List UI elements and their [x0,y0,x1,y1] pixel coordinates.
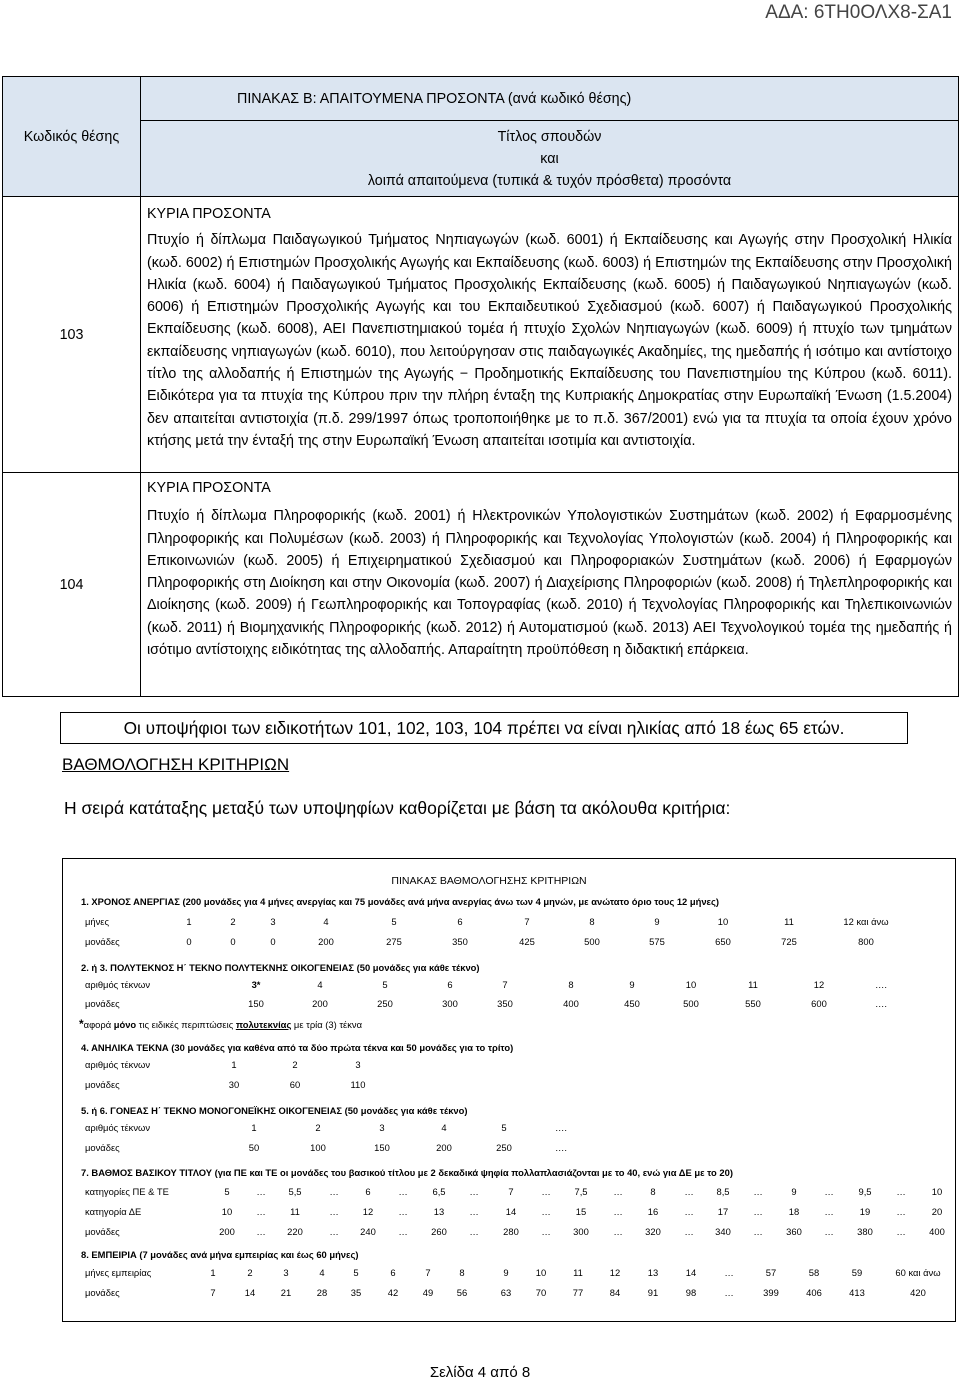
row-heading: ΚΥΡΙΑ ΠΡΟΣΟΝΤΑ [147,480,271,496]
table-cell: … [256,1186,266,1197]
table-cell: 7 [524,916,530,927]
row-text: Πτυχίο ή δίπλωμα Παιδαγωγικού Τμήματος Νηπιαγωγών (κωδ. 6001) ή Εκπαίδευσης και Αγωγής στην Προσχολική Ηλικία (κωδ. 6002) ή Επιστημών Προσχολικής Αγωγής και Εκπαίδευσης (κωδ. 6003) ή Επιστημών της Εκπαίδευσης στην Προσχολική Ηλικία (κωδ. 6004) ή Παιδαγωγικού Τμήματος Προσχολικής Εκπαίδευσης (κωδ. 6005) ή Παιδαγωγικού Νηπιαγωγών (κωδ. 6006) ή Επιστημών Προσχολικής Αγωγής και του Εκπαιδευτικού Σχεδιασμού (κωδ. 6007) ή Παιδαγωγικού Προσχολικής Εκπαίδευσης (κωδ. 6008), ΑΕΙ Πανεπιστημιακού τομέα ή πτυχίο Σχολών Νηπιαγωγών (κωδ. 6009) ή πτυχίο των τμημάτων εκπαίδευσης νηπιαγωγών (κωδ. 6010), που λειτούργησαν στις παιδαγωγικές Ακαδημίες, της ημεδαπής ή ισότιμο και αντίστοιχο τίτλο της αλλοδαπής ή Επιστημών της Αγωγής − Προδημοτικής Εκπαίδευσης του Πανεπιστημίου της Κύπρου (κωδ. 6011). Ειδικότερα για τα πτυχία της Κύπρου πριν την πλήρη ένταξη της Κυπριακής Δημοκρατίας στην Ευρωπαϊκή Ένωση (1.5.2004) δεν απαιτείται αντιστοιχία (π.δ. 299/1997 όπως τροποποιήθηκε με το π.δ. 367/2001) ενώ για τα πτυχία τα οποία έχουν χρόνο κτήσης μετά την ένταξή της στην Ευρωπαϊκή Ένωση απαιτείται ισοτιμία και αντιστοιχία. [147,232,952,449]
table-cell: … [329,1186,339,1197]
table-cell: … [329,1226,339,1237]
row-label: μονάδες [85,1287,120,1298]
table-cell: …. [875,998,887,1009]
row-body-104 [141,473,959,697]
table-cell: 5 [382,979,388,990]
table-cell: 11 [290,1206,300,1217]
table-cell: 8 [589,916,595,927]
table-cell: 8 [568,979,574,990]
table-cell: 600 [811,998,827,1009]
table-cell: 280 [503,1226,519,1237]
table-cell: 2 [230,916,236,927]
table-cell: 5 [501,1122,507,1133]
table-cell: 200 [219,1226,235,1237]
table-cell: 9 [629,979,635,990]
table-cell: 4 [317,979,323,990]
row-code-104: 104 [3,473,141,697]
table-cell: 500 [584,936,600,947]
col-code-header: Κωδικός θέσης [3,77,141,197]
table-cell: 800 [858,936,874,947]
table-cell: 13 [433,1206,445,1217]
table-cell: 425 [519,936,535,947]
section-heading: 5. ή 6. ΓΟΝΕΑΣ Η΄ ΤΕΚΝΟ ΜΟΝΟΓΟΝΕΪΚΗΣ ΟΙΚΟΓΕΝΕΙΑΣ (50 μονάδες για κάθε τέκνο) [81,1105,468,1116]
table-cell: 14 [685,1267,697,1278]
table-cell: 9 [654,916,660,927]
note-fragment: μόνο [113,1019,137,1030]
table-cell: 7 [210,1287,216,1298]
table-cell: … [684,1206,694,1217]
table-cell: 63 [500,1287,512,1298]
table-cell: 420 [910,1287,926,1298]
scoring-table-box [62,858,956,1322]
table-cell: … [896,1186,906,1197]
table-cell: … [753,1226,763,1237]
scoring-heading: ΒΑΘΜΟΛΟΓΗΣΗ ΚΡΙΤΗΡΙΩΝ [62,755,290,774]
table-cell: … [541,1206,551,1217]
table-cell: 3 [283,1267,289,1278]
note-fragment: τις ειδικές περιπτώσεις [136,1019,236,1030]
table-cell: 3* [251,979,261,990]
col-title-header: Τίτλος σπουδών και λοιπά απαιτούμενα (τυπικά & τυχόν πρόσθετα) προσόντα [141,121,959,197]
row-label: μονάδες [85,1079,120,1090]
table-cell: 340 [715,1226,731,1237]
table-cell: 3 [379,1122,385,1133]
table-cell: … [724,1287,734,1298]
note-fragment: πολυτεκνίας [235,1019,292,1030]
table-cell: 575 [649,936,665,947]
table-cell: 4 [441,1122,447,1133]
table-cell: 400 [929,1226,945,1237]
table-cell: 6 [447,979,453,990]
table-cell: … [613,1186,623,1197]
table-cell: …. [555,1142,567,1153]
row-label: αριθμός τέκνων [85,1122,151,1133]
table-cell: 14 [505,1206,517,1217]
table-cell: 4 [319,1267,325,1278]
table-cell: … [684,1226,694,1237]
table-cell: 12 [609,1267,621,1278]
table-cell: 84 [609,1287,621,1298]
table-cell: … [256,1226,266,1237]
row-label: μονάδες [85,998,120,1009]
table-cell: 10 [221,1206,233,1217]
ranking-text: Η σειρά κατάταξης μεταξύ των υποψηφίων καθορίζεται με βάση τα ακόλουθα κριτήρια: [64,798,731,818]
table-cell: 406 [806,1287,822,1298]
table-cell: 14 [244,1287,256,1298]
table-cell: 15 [575,1206,587,1217]
table-cell: 4 [323,916,329,927]
section-heading: 4. ΑΝΗΛΙΚΑ ΤΕΚΝΑ (30 μονάδες για καθένα από τα δύο πρώτα τέκνα και 50 μονάδες για το τρίτο) [81,1042,514,1053]
table-cell: 77 [572,1287,584,1298]
table-cell: 10 [535,1267,547,1278]
table-cell: 320 [645,1226,661,1237]
row-heading: ΚΥΡΙΑ ΠΡΟΣΟΝΤΑ [147,206,271,222]
table-cell: 6 [457,916,463,927]
table-cell: 0 [230,936,236,947]
table-cell: 5 [224,1186,230,1197]
table-cell: 110 [350,1079,366,1090]
table-cell: 56 [456,1287,468,1298]
table-cell: 650 [715,936,731,947]
ada-code: ΑΔΑ: 6ΤΗ0ΟΛΧ8-ΣΑ1 [765,2,952,23]
table-b-title: ΠΙΝΑΚΑΣ Β: ΑΠΑΙΤΟΥΜΕΝΑ ΠΡΟΣΟΝΤΑ (ανά κωδικό θέσης) [141,77,959,121]
table-cell: 400 [563,998,579,1009]
table-cell: 1 [251,1122,257,1133]
table-cell: 350 [497,998,513,1009]
table-cell: 8 [459,1267,465,1278]
table-cell: … [541,1226,551,1237]
table-cell: 7 [425,1267,431,1278]
section-heading: 1. ΧΡΟΝΟΣ ΑΝΕΡΓΙΑΣ (200 μονάδες για 4 μήνες ανεργίας και 75 μονάδες ανά μήνα ανεργίας άνω των 4 μηνών, με ανώτατο όριο τους 12 μήνες) [81,896,719,907]
table-cell: 6 [390,1267,396,1278]
row-label: κατηγορίες ΠΕ & ΤΕ [85,1186,169,1197]
table-cell: 58 [808,1267,820,1278]
table-cell: 2 [292,1059,298,1070]
table-cell: 1 [210,1267,216,1278]
table-cell: 10 [685,979,697,990]
table-cell: 0 [186,936,192,947]
table-cell: 19 [859,1206,871,1217]
table-cell: … [541,1186,551,1197]
row-label: αριθμός τέκνων [85,1059,151,1070]
table-cell: 91 [647,1287,659,1298]
table-cell: 413 [849,1287,865,1298]
table-cell: 725 [781,936,797,947]
table-cell: 450 [624,998,640,1009]
table-cell: 20 [931,1206,943,1217]
table-cell: 2 [315,1122,321,1133]
table-cell: 200 [436,1142,452,1153]
table-cell: … [824,1226,834,1237]
table-cell: 240 [360,1226,376,1237]
table-cell: 2 [247,1267,253,1278]
table-cell: 550 [745,998,761,1009]
table-cell: 360 [786,1226,802,1237]
row-label: μονάδες [85,1226,120,1237]
table-cell: 9 [503,1267,509,1278]
note-fragment: με τρία (3) τέκνα [291,1019,363,1030]
row-label: μονάδες [85,936,120,947]
table-cell: … [724,1267,734,1278]
table-cell: 60 [289,1079,301,1090]
table-cell: … [896,1206,906,1217]
table-cell: 200 [318,936,334,947]
row-code-103: 103 [3,197,141,473]
section-heading: 8. ΕΜΠΕΙΡΙΑ (7 μονάδες ανά μήνα εμπειρίας και έως 60 μήνες) [81,1249,359,1260]
note-fragment: αφορά [83,1019,114,1030]
table-cell: …. [875,979,887,990]
table-cell: 7 [508,1186,514,1197]
row-body-103 [141,197,959,473]
table-cell: 50 [248,1142,260,1153]
row-label: μήνες εμπειρίας [85,1267,152,1278]
row-label: κατηγορία ΔΕ [85,1206,142,1217]
table-cell: 8 [650,1186,656,1197]
row-label: αριθμός τέκνων [85,979,151,990]
table-cell: 0 [270,936,276,947]
table-cell: 9 [791,1186,797,1197]
table-cell: 13 [647,1267,659,1278]
table-cell: 200 [312,998,328,1009]
row-text: Πτυχίο ή δίπλωμα Πληροφορικής (κωδ. 2001) ή Ηλεκτρονικών Υπολογιστικών Συστημάτων (κωδ. 2002) ή Εφαρμοσμένης Πληροφορικής και Πολυμέσων (κωδ. 2003) ή Πληροφορικής και Τεχνολογίας Υπολογιστών (κωδ. 2004) ή Πληροφορικής και Επικοινωνιών (κωδ. 2005) ή Επιχειρηματικού Σχεδιασμού και Πληροφοριακών Συστημάτων (κωδ. 2006) ή Εφαρμογών Πληροφορικής στη Διοίκηση και στην Οικονομία (κωδ. 2007) ή Διαχείρισης Πληροφοριών (κωδ. 2008) ή Τηλεπληροφορικής και Διοίκησης (κωδ. 2009) ή Γεωπληροφορικής και Τοπογραφίας (κωδ. 2010) ή Τεχνολογίας Πληροφορικής και Τηλεπικοινωνιών (κωδ. 2011) ή Βιομηχανικής Πληροφορικής (κωδ. 2012) ή Αυτοματισμού (κωδ. 2013) ΑΕΙ Τεχνολογικού τομέα της ημεδαπής ή ισότιμο αντίστοιχης ειδικότητας της αλλοδαπής. Απαραίτητη προϋπόθεση η διδακτική επάρκεια. [147,508,952,659]
table-cell: … [613,1226,623,1237]
table-cell: … [684,1186,694,1197]
table-cell: 57 [765,1267,777,1278]
table-cell: 275 [386,936,402,947]
table-cell: 11 [573,1267,583,1278]
table-cell: 100 [310,1142,326,1153]
table-cell: 18 [788,1206,800,1217]
table-cell: 9,5 [858,1186,872,1197]
table-cell: … [753,1206,763,1217]
table-cell: … [824,1206,834,1217]
table-cell: 5 [353,1267,359,1278]
table-cell: 250 [496,1142,512,1153]
table-cell: 12 [813,979,825,990]
table-cell: 7 [502,979,508,990]
table-cell: … [753,1186,763,1197]
table-cell: 42 [387,1287,399,1298]
table-cell: 150 [374,1142,390,1153]
table-cell: … [398,1206,408,1217]
table-cell: 1 [231,1059,237,1070]
table-cell: … [469,1226,479,1237]
page-footer: Σελίδα 4 από 8 [429,1364,531,1381]
table-cell: 150 [248,998,264,1009]
table-cell: 500 [683,998,699,1009]
note-fragment: * [79,1017,84,1031]
table-cell: 7,5 [574,1186,588,1197]
table-cell: 21 [280,1287,292,1298]
table-cell: 1 [186,916,192,927]
table-cell: 350 [452,936,468,947]
table-cell: 6 [365,1186,371,1197]
table-cell: 260 [431,1226,447,1237]
table-cell: 30 [228,1079,240,1090]
table-cell: 220 [287,1226,303,1237]
row-label: μήνες [85,916,110,927]
table-cell: … [329,1206,339,1217]
section-heading: 2. ή 3. ΠΟΛΥΤΕΚΝΟΣ Η΄ ΤΕΚΝΟ ΠΟΛΥΤΕΚΝΗΣ ΟΙΚΟΓΕΝΕΙΑΣ (50 μονάδες για κάθε τέκνο) [81,962,480,973]
table-cell: 28 [316,1287,328,1298]
table-cell: 5 [391,916,397,927]
table-cell: 250 [377,998,393,1009]
table-cell: 10 [717,916,729,927]
table-cell: 10 [931,1186,943,1197]
table-cell: 16 [647,1206,659,1217]
table-cell: 3 [355,1059,361,1070]
table-cell: … [398,1226,408,1237]
table-cell: 60 και άνω [895,1267,941,1278]
table-cell: 59 [851,1267,863,1278]
table-cell: 5,5 [288,1186,302,1197]
table-cell: 17 [717,1206,729,1217]
table-cell: … [256,1206,266,1217]
table-cell: … [896,1226,906,1237]
table-cell: 380 [857,1226,873,1237]
scoring-table-title: ΠΙΝΑΚΑΣ ΒΑΘΜΟΛΟΓΗΣΗΣ ΚΡΙΤΗΡΙΩΝ [391,875,587,887]
table-cell: …. [555,1122,567,1133]
table-cell: 11 [784,916,794,927]
row-label: μονάδες [85,1142,120,1153]
table-cell: 399 [763,1287,779,1298]
table-cell: 98 [685,1287,697,1298]
table-cell: 70 [535,1287,547,1298]
table-cell: 12 [362,1206,374,1217]
table-cell: 49 [422,1287,434,1298]
table-cell: 11 [748,979,758,990]
table-cell: … [469,1206,479,1217]
table-cell: 300 [442,998,458,1009]
table-cell: 35 [350,1287,362,1298]
table-cell: … [824,1186,834,1197]
table-cell: 3 [270,916,276,927]
table-cell: … [613,1206,623,1217]
table-cell: … [469,1186,479,1197]
table-cell: 300 [573,1226,589,1237]
age-notice: Οι υποψήφιοι των ειδικοτήτων 101, 102, 103, 104 πρέπει να είναι ηλικίας από 18 έως 65 ετών. [60,712,908,744]
table-cell: … [398,1186,408,1197]
table-b [2,76,959,697]
section-heading: 7. ΒΑΘΜΟΣ ΒΑΣΙΚΟΥ ΤΙΤΛΟΥ (για ΠΕ και ΤΕ οι μονάδες του βασικού τίτλου με 2 δεκαδικά ψηφία πολλαπλασιάζονται με το 40, ενώ για ΔΕ με το 20) [81,1167,733,1178]
section-note [79,1017,362,1031]
table-cell: 6,5 [432,1186,446,1197]
table-cell: 12 και άνω [843,916,889,927]
table-cell: 8,5 [716,1186,730,1197]
